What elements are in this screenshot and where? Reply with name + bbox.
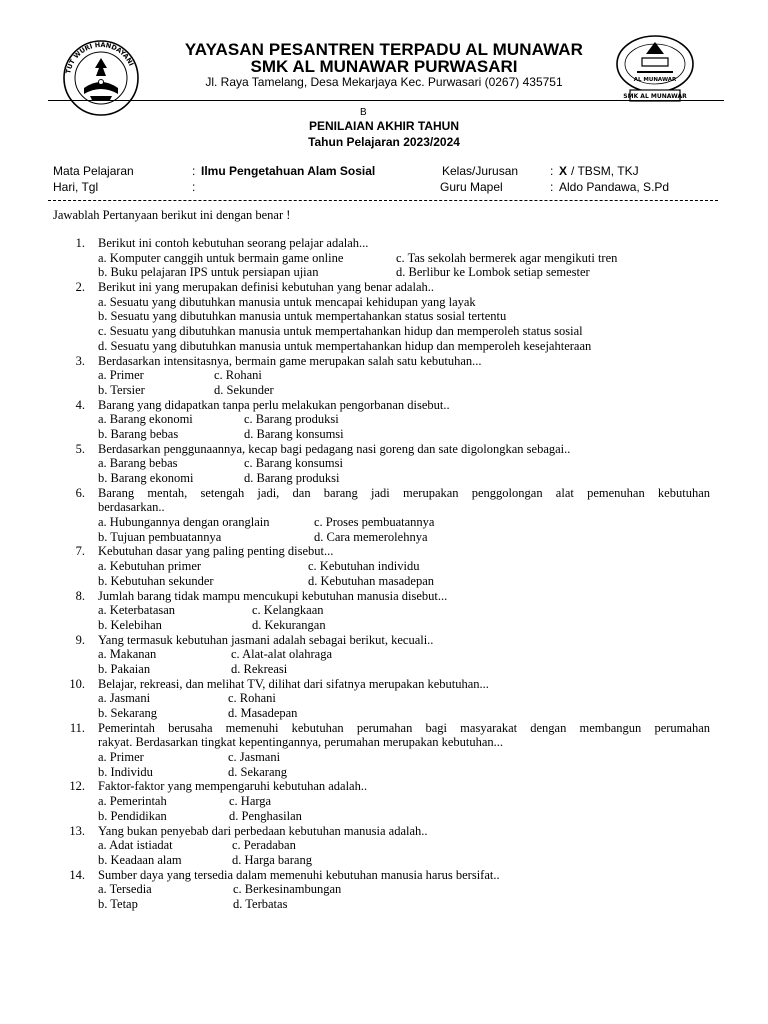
option-row <box>0 750 768 765</box>
question-item <box>0 868 768 912</box>
option-row <box>0 295 768 310</box>
answer-option: a. Primer <box>98 368 144 383</box>
answer-option: b. Barang bebas <box>98 426 179 441</box>
answer-option: c. Barang konsumsi <box>244 456 343 471</box>
option-row <box>0 809 768 824</box>
question-item <box>0 354 768 398</box>
answer-option: b. Buku pelajaran IPS untuk persiapan ujian <box>98 265 319 280</box>
question-line <box>0 236 768 251</box>
question-line <box>0 868 768 883</box>
question-text: Barang yang didapatkan tanpa perlu melakukan pengorbanan disebut.. <box>98 397 450 412</box>
answer-option: a. Primer <box>98 750 144 765</box>
answer-option: d. Rekreasi <box>231 661 288 676</box>
question-number: 13. <box>69 823 85 838</box>
question-number: 1. <box>75 236 85 250</box>
question-line <box>0 500 768 515</box>
question-line <box>0 442 768 457</box>
answer-option: a. Makanan <box>98 647 157 662</box>
option-row <box>0 251 768 266</box>
answer-option: d. Penghasilan <box>229 808 302 823</box>
svg-text:SMK AL MUNAWAR: SMK AL MUNAWAR <box>623 93 687 100</box>
answer-option: a. Adat istiadat <box>98 838 173 853</box>
question-text: Faktor-faktor yang mempengaruhi kebutuhan adalah.. <box>98 779 368 794</box>
answer-option: a. Kebutuhan primer <box>98 559 202 574</box>
question-line <box>0 398 768 413</box>
answer-option: c. Peradaban <box>232 838 296 853</box>
svg-text:TUT WURI HANDAYANI: TUT WURI HANDAYANI <box>64 40 136 75</box>
question-item <box>0 589 768 633</box>
answer-option: d. Sekunder <box>214 382 274 397</box>
option-row <box>0 691 768 706</box>
answer-option: a. Keterbatasan <box>98 603 176 618</box>
subject-value: Ilmu Pengetahuan Alam Sosial <box>201 164 376 178</box>
question-number: 4. <box>75 397 85 412</box>
answer-option: b. Sesuatu yang dibutuhkan manusia untuk mempertahankan status sosial tertentu <box>98 309 507 324</box>
answer-option: d. Berlibur ke Lombok setiap semester <box>396 265 590 280</box>
answer-option: c. Barang produksi <box>244 412 339 427</box>
info-divider <box>48 200 718 201</box>
answer-option: a. Pemerintah <box>98 794 167 809</box>
question-line <box>0 589 768 604</box>
option-row <box>0 838 768 853</box>
option-row <box>0 662 768 677</box>
question-text: Berikut ini contoh kebutuhan seorang pelajar adalah... <box>98 236 369 250</box>
answer-option: d. Sekarang <box>228 764 288 779</box>
answer-option: b. Tetap <box>98 896 138 911</box>
question-line <box>0 544 768 559</box>
option-row <box>0 265 768 280</box>
class-value-majors: / TBSM, TKJ <box>571 164 639 178</box>
question-item <box>0 633 768 677</box>
answer-option: d. Masadepan <box>228 706 298 720</box>
subject-label: Mata Pelajaran <box>53 164 134 178</box>
question-line <box>0 677 768 692</box>
question-number: 6. <box>75 485 85 500</box>
answer-option: b. Pakaian <box>98 661 151 676</box>
option-row <box>0 882 768 897</box>
question-number: 8. <box>75 588 85 603</box>
question-number: 12. <box>69 779 85 794</box>
answer-option: a. Komputer canggih untuk bermain game online <box>98 250 344 265</box>
class-colon: : <box>550 164 554 178</box>
answer-option: c. Proses pembuatannya <box>314 515 435 530</box>
answer-option: b. Kebutuhan sekunder <box>98 573 214 588</box>
stray-mark: B <box>360 107 367 118</box>
question-text: Sumber daya yang tersedia dalam memenuhi kebutuhan manusia harus bersifat.. <box>98 867 500 882</box>
answer-option: b. Individu <box>98 764 153 779</box>
teacher-label: Guru Mapel <box>440 180 503 194</box>
option-row <box>0 368 768 383</box>
answer-option: c. Kelangkaan <box>252 603 324 618</box>
option-row <box>0 471 768 486</box>
answer-option: a. Barang bebas <box>98 456 178 471</box>
option-row <box>0 647 768 662</box>
class-value-grade: X <box>559 164 568 178</box>
teacher-colon: : <box>550 180 554 194</box>
question-number: 10. <box>69 676 85 691</box>
answer-option: c. Alat-alat olahraga <box>231 647 332 662</box>
question-line <box>0 354 768 369</box>
date-colon: : <box>192 180 196 194</box>
option-row <box>0 530 768 545</box>
question-number: 3. <box>75 353 85 368</box>
question-line <box>0 280 768 295</box>
question-item <box>0 544 768 588</box>
answer-option: d. Terbatas <box>233 896 288 911</box>
question-text: rakyat. Berdasarkan tingkat kepentingannya, perumahan merupakan kebutuhan... <box>98 735 504 750</box>
question-item <box>0 236 768 280</box>
answer-option: d. Kekurangan <box>252 617 326 632</box>
question-number: 5. <box>75 441 85 456</box>
answer-option: d. Kebutuhan masadepan <box>308 573 435 588</box>
answer-option: b. Kelebihan <box>98 617 162 632</box>
question-line <box>0 824 768 839</box>
answer-option: d. Harga barang <box>232 852 312 867</box>
question-text: Kebutuhan dasar yang paling penting disebut... <box>98 544 334 559</box>
option-row <box>0 853 768 868</box>
question-item <box>0 442 768 486</box>
svg-text:AL MUNAWAR: AL MUNAWAR <box>633 77 677 83</box>
option-row <box>0 427 768 442</box>
subject-colon: : <box>192 164 196 178</box>
organization-name: YAYASAN PESANTREN TERPADU AL MUNAWAR <box>184 40 584 59</box>
question-text: Pemerintah berusaha memenuhi kebutuhan perumahan bagi masyarakat dengan membangun perumahan <box>98 720 710 735</box>
question-text: berdasarkan.. <box>98 500 165 515</box>
answer-option: c. Kebutuhan individu <box>308 559 420 574</box>
option-row <box>0 456 768 471</box>
option-row <box>0 603 768 618</box>
option-row <box>0 897 768 912</box>
question-item <box>0 398 768 442</box>
answer-option: c. Sesuatu yang dibutuhkan manusia untuk mempertahankan hidup dan memperoleh status sosial <box>98 324 583 339</box>
option-row <box>0 618 768 633</box>
question-text: Berdasarkan intensitasnya, bermain game merupakan salah satu kebutuhan... <box>98 353 482 368</box>
answer-option: b. Barang ekonomi <box>98 471 194 485</box>
option-row <box>0 515 768 530</box>
header-divider <box>48 100 724 101</box>
question-text: Berikut ini yang merupakan definisi kebutuhan yang benar adalah.. <box>98 280 435 295</box>
date-label: Hari, Tgl <box>53 180 99 194</box>
question-line <box>0 486 768 501</box>
question-line <box>0 779 768 794</box>
school-address: Jl. Raya Tamelang, Desa Mekarjaya Kec. Purwasari (0267) 435751 <box>205 75 563 89</box>
answer-option: c. Harga <box>229 794 272 809</box>
question-number: 2. <box>75 280 85 295</box>
answer-option: b. Tujuan pembuatannya <box>98 529 222 544</box>
answer-option: d. Barang produksi <box>244 471 340 485</box>
exam-year: Tahun Pelajaran 2023/2024 <box>308 135 460 149</box>
school-name: SMK AL MUNAWAR PURWASARI <box>250 57 518 76</box>
option-row <box>0 412 768 427</box>
option-row <box>0 794 768 809</box>
question-number: 11. <box>69 720 85 735</box>
answer-option: a. Jasmani <box>98 691 151 706</box>
question-text: Yang termasuk kebutuhan jasmani adalah sebagai berikut, kecuali.. <box>98 632 434 647</box>
option-row <box>0 309 768 324</box>
question-text: Jumlah barang tidak mampu mencukupi kebutuhan manusia disebut... <box>98 588 448 603</box>
option-row <box>0 339 768 354</box>
question-item <box>0 486 768 545</box>
question-text: Berdasarkan penggunaannya, kecap bagi pedagang nasi goreng dan sate digolongkan sebagai.. <box>98 441 571 456</box>
answer-option: b. Sekarang <box>98 706 158 720</box>
question-line <box>0 735 768 750</box>
answer-option: a. Tersedia <box>98 882 152 897</box>
option-row <box>0 574 768 589</box>
option-row <box>0 765 768 780</box>
question-number: 9. <box>75 632 85 647</box>
answer-option: b. Tersier <box>98 382 145 397</box>
question-item <box>0 721 768 780</box>
answer-option: c. Jasmani <box>228 750 281 765</box>
class-label: Kelas/Jurusan <box>442 164 519 178</box>
option-row <box>0 559 768 574</box>
answer-option: a. Barang ekonomi <box>98 412 193 427</box>
exam-title: PENILAIAN AKHIR TAHUN <box>309 119 459 133</box>
question-text: Belajar, rekreasi, dan melihat TV, dilihat dari sifatnya merupakan kebutuhan... <box>98 676 489 691</box>
question-number: 14. <box>69 867 85 882</box>
answer-option: c. Tas sekolah bermerek agar mengikuti tren <box>396 250 618 265</box>
answer-option: d. Cara memerolehnya <box>314 529 428 544</box>
option-row <box>0 383 768 398</box>
instruction-text: Jawablah Pertanyaan berikut ini dengan benar ! <box>53 208 291 222</box>
question-text: Barang mentah, setengah jadi, dan barang jadi merupakan penggolongan alat pemenuhan kebutuhan <box>98 485 710 500</box>
answer-option: d. Barang konsumsi <box>244 426 344 441</box>
question-item <box>0 280 768 353</box>
question-number: 7. <box>75 544 85 559</box>
question-item <box>0 779 768 823</box>
answer-option: a. Hubungannya dengan oranglain <box>98 515 270 530</box>
answer-option: b. Keadaan alam <box>98 852 182 867</box>
option-row <box>0 706 768 721</box>
question-item <box>0 677 768 721</box>
answer-option: c. Rohani <box>228 691 276 706</box>
question-list <box>0 236 768 912</box>
answer-option: c. Berkesinambungan <box>233 882 342 897</box>
option-row <box>0 324 768 339</box>
answer-option: a. Sesuatu yang dibutuhkan manusia untuk mencapai kehidupan yang layak <box>98 294 476 309</box>
answer-option: b. Pendidikan <box>98 808 167 823</box>
teacher-value: Aldo Pandawa, S.Pd <box>559 180 670 194</box>
answer-option: c. Rohani <box>214 368 262 383</box>
question-line <box>0 721 768 736</box>
question-line <box>0 633 768 648</box>
question-text: Yang bukan penyebab dari perbedaan kebutuhan manusia adalah.. <box>98 823 428 838</box>
question-item <box>0 824 768 868</box>
answer-option: d. Sesuatu yang dibutuhkan manusia untuk mempertahankan hidup dan memperoleh kesejahteraan <box>98 338 592 353</box>
